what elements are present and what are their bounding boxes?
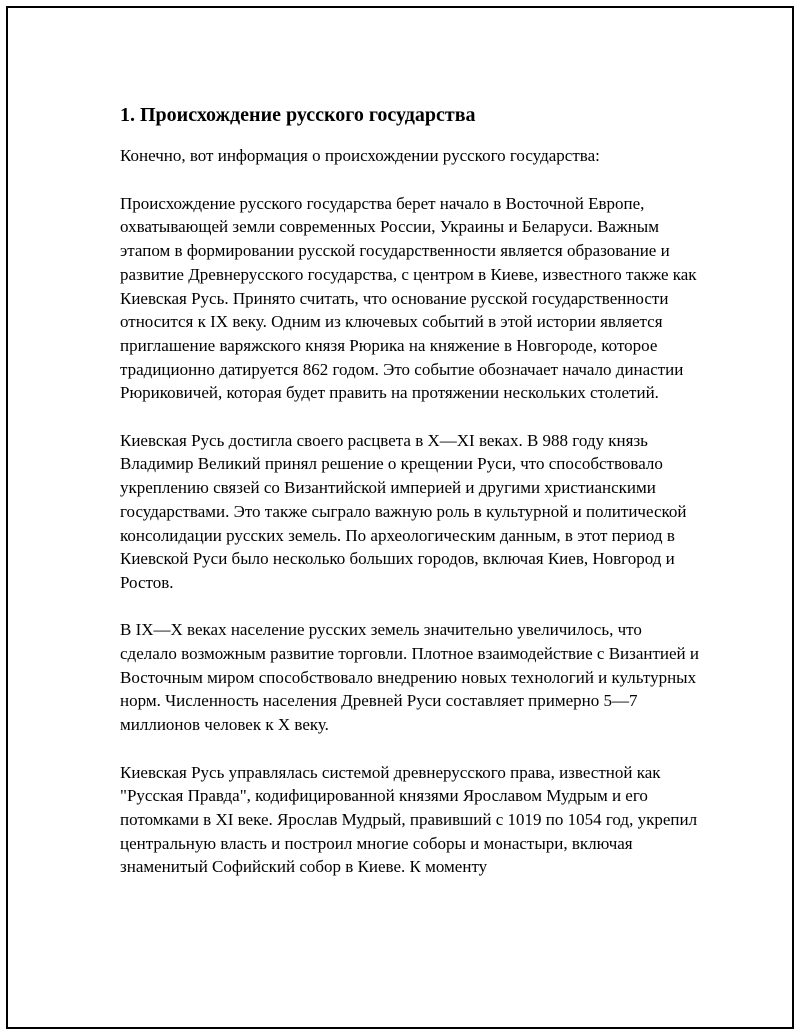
paragraph-kievan-rus: Киевская Русь достигла своего расцвета в X—XI веках. В 988 году князь Владимир Великий принял решение о крещении Руси, что способствовало укреплению связей со Византийской империей и другими христианскими государствами. Это также сыграло важную роль в культурной и политической консолидации русских земель. По археологическим данным, в этот период в Киевской Руси было несколько больших городов, включая Киев, Новгород и Ростов. [120,430,687,592]
document-title: 1. Происхождение русского государства [120,104,476,126]
paragraph-law: Киевская Русь управлялась системой древнерусского права, известной как "Русская Правда", кодифицированной князями Ярославом Мудрым и его потомками в XI веке. Ярослав Мудрый, правивший с 1019 по 1054 год, укрепил центральную власть и построил многие соборы и монастыри, включая знаменитый Софийский собор в Киеве. К моменту [120,762,698,877]
paragraph-origin: Происхождение русского государства берет начало в Восточной Европе, охватывающей земли современных России, Украины и Беларуси. Важным этапом в формировании русской государственности является образование и развитие Древнерусского государства, с центром в Киеве, известного также как Киевская Русь. Принято считать, что основание русской государственности относится к IX веку. Одним из ключевых событий в этой истории является приглашение варяжского князя Рюрика на княжение в Новгороде, которое традиционно датируется 862 годом. Это событие обозначает начало династии Рюриковичей, которая будет править на протяжении нескольких столетий. [120,193,697,403]
intro-paragraph: Конечно, вот информация о происхождении русского государства: [120,146,600,165]
document-body [120,102,700,903]
paragraph-population: В IX—X веках население русских земель значительно увеличилось, что сделало возможным развитие торговли. Плотное взаимодействие с Византией и Восточным миром способствовало внедрению новых технологий и культурных норм. Численность населения Древней Руси составляет примерно 5—7 миллионов человек к X веку. [120,620,700,735]
page-frame [6,6,794,1029]
